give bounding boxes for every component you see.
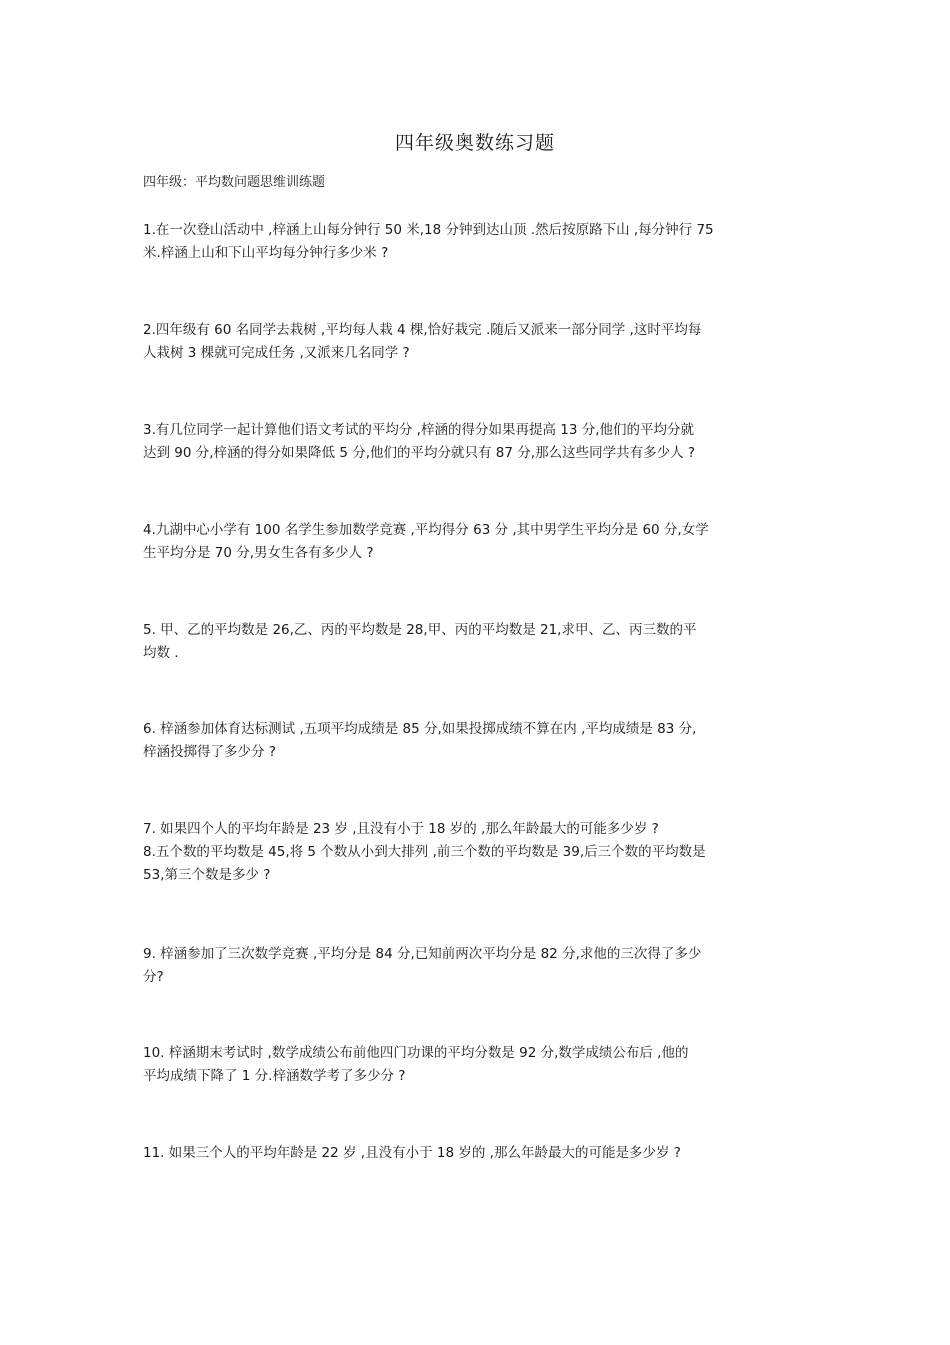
- question-2: [143, 319, 813, 365]
- question-line: 生平均分是 70 分,男女生各有多少人 ?: [143, 545, 374, 561]
- question-1: [143, 219, 813, 265]
- question-10: [143, 1042, 813, 1088]
- question-9: [143, 943, 813, 989]
- question-line: 1.在一次登山活动中 ,梓涵上山每分钟行 50 米,18 分钟到达山顶 .然后按原路下山 ,每分钟行 75: [143, 222, 714, 238]
- question-line: 分?: [143, 969, 164, 985]
- question-line: 3.有几位同学一起计算他们语文考试的平均分 ,梓涵的得分如果再提高 13 分,他们的平均分就: [143, 422, 695, 438]
- question-3: [143, 419, 813, 465]
- question-5: [143, 619, 813, 665]
- question-7-8: [143, 818, 813, 887]
- question-line: 53,第三个数是多少 ?: [143, 867, 271, 883]
- question-line: 6. 梓涵参加体育达标测试 ,五项平均成绩是 85 分,如果投掷成绩不算在内 ,平均成绩是 83 分,: [143, 721, 697, 737]
- question-line: 米.梓涵上山和下山平均每分钟行多少米 ?: [143, 245, 389, 261]
- question-line: 平均成绩下降了 1 分.梓涵数学考了多少分 ?: [143, 1068, 406, 1084]
- question-line: 8.五个数的平均数是 45,将 5 个数从小到大排列 ,前三个数的平均数是 39,后三个数的平均数是: [143, 844, 706, 860]
- question-line: 4.九湖中心小学有 100 名学生参加数学竞赛 ,平均得分 63 分 ,其中男学生平均分是 60 分,女学: [143, 522, 709, 538]
- question-line: 梓涵投掷得了多少分 ?: [143, 744, 276, 760]
- question-line: 2.四年级有 60 名同学去栽树 ,平均每人栽 4 棵,恰好栽完 .随后又派来一部分同学 ,这时平均每: [143, 322, 702, 338]
- question-line: 人栽树 3 棵就可完成任务 ,又派来几名同学 ?: [143, 345, 410, 361]
- question-11: [143, 1142, 813, 1165]
- question-line: 11. 如果三个人的平均年龄是 22 岁 ,且没有小于 18 岁的 ,那么年龄最大的可能是多少岁 ?: [143, 1145, 681, 1161]
- document-title: 四年级奥数练习题: [394, 132, 555, 154]
- question-6: [143, 718, 813, 764]
- document-subtitle: 四年级：平均数问题思维训练题: [143, 175, 326, 190]
- question-line: 5. 甲、乙的平均数是 26,乙、丙的平均数是 28,甲、丙的平均数是 21,求甲、乙、丙三数的平: [143, 622, 697, 638]
- question-line: 7. 如果四个人的平均年龄是 23 岁 ,且没有小于 18 岁的 ,那么年龄最大的可能多少岁 ?: [143, 821, 659, 837]
- question-line: 9. 梓涵参加了三次数学竞赛 ,平均分是 84 分,已知前两次平均分是 82 分,求他的三次得了多少: [143, 946, 702, 962]
- question-line: 均数 .: [143, 645, 179, 661]
- question-line: 10. 梓涵期末考试时 ,数学成绩公布前他四门功课的平均分数是 92 分,数学成绩公布后 ,他的: [143, 1045, 689, 1061]
- question-4: [143, 519, 813, 565]
- question-line: 达到 90 分,梓涵的得分如果降低 5 分,他们的平均分就只有 87 分,那么这些同学共有多少人 ?: [143, 445, 696, 461]
